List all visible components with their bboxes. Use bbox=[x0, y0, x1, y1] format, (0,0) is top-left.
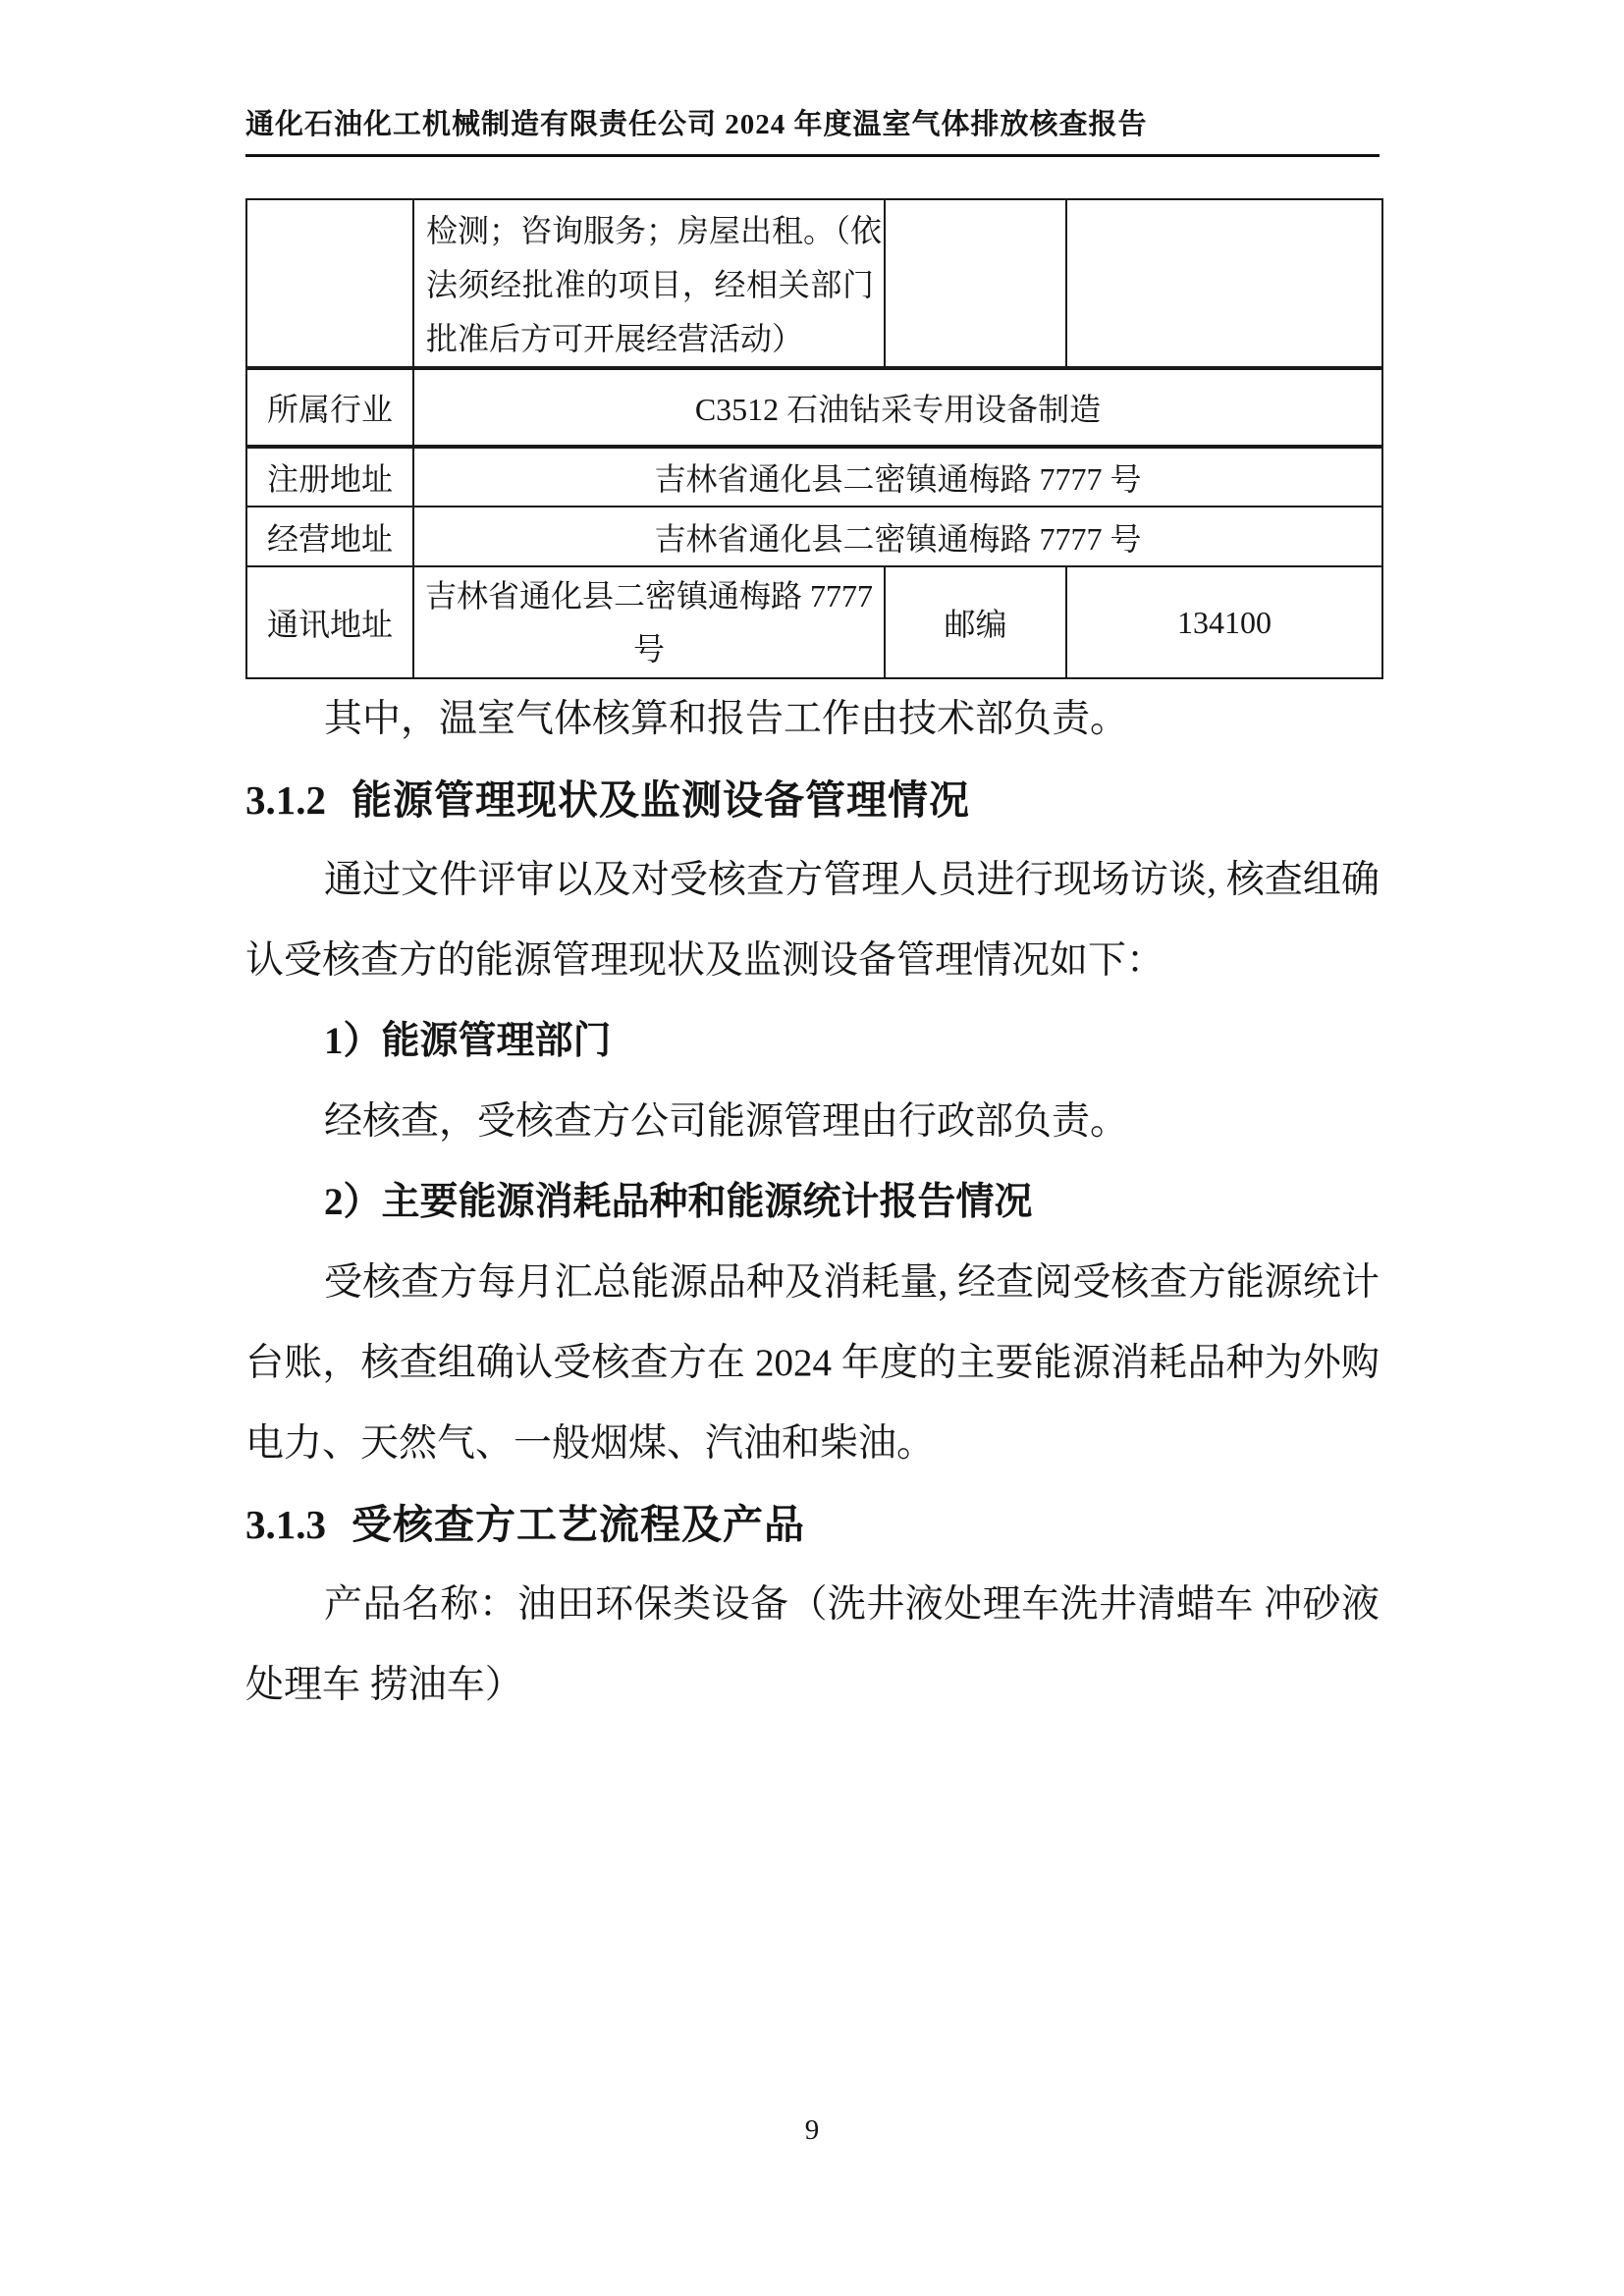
business-scope-line: 法须经批准的项目，经相关部门 bbox=[426, 267, 874, 302]
heading-title: 能源管理现状及监测设备管理情况 bbox=[352, 777, 970, 823]
mailing-address-line: 号 bbox=[632, 631, 665, 667]
subheading-energy-types: 2）主要能源消耗品种和能源统计报告情况 bbox=[324, 1181, 1033, 1223]
business-scope-value-cell bbox=[414, 200, 886, 370]
para-energy-line: 台账，核查组确认受核查方在 2024 年度的主要能源消耗品种为外购 bbox=[245, 1342, 1380, 1384]
mailing-address-label: 通讯地址 bbox=[247, 567, 414, 677]
para-product-line: 产品名称：油田环保类设备（洗井液处理车洗井清蜡车 冲砂液 bbox=[324, 1583, 1380, 1626]
para-312-line: 认受核查方的能源管理现状及监测设备管理情况如下： bbox=[245, 939, 1165, 982]
page-header-title: 通化石油化工机械制造有限责任公司 2024 年度温室气体排放核查报告 bbox=[245, 101, 1380, 157]
mailing-address-value bbox=[414, 567, 886, 677]
empty-cell bbox=[1067, 200, 1381, 370]
para-energy-line: 受核查方每月汇总能源品种及消耗量, 经查阅受核查方能源统计 bbox=[324, 1261, 1380, 1304]
para-responsibility: 其中，温室气体核算和报告工作由技术部负责。 bbox=[324, 698, 1129, 740]
industry-label: 所属行业 bbox=[247, 370, 414, 449]
heading-3-1-2 bbox=[245, 760, 1380, 840]
para-energy-line: 电力、天然气、一般烟煤、汽油和柴油。 bbox=[245, 1422, 936, 1465]
subheading-energy-dept: 1）能源管理部门 bbox=[324, 1020, 612, 1062]
heading-title: 受核查方工艺流程及产品 bbox=[352, 1502, 805, 1547]
para-product-line: 处理车 捞油车） bbox=[245, 1664, 523, 1706]
para-energy-dept: 经核查，受核查方公司能源管理由行政部负责。 bbox=[324, 1100, 1129, 1143]
registered-address-value: 吉林省通化县二密镇通梅路 7777 号 bbox=[414, 449, 1381, 507]
heading-number: 3.1.2 bbox=[245, 777, 326, 823]
empty-cell bbox=[886, 200, 1067, 370]
mailing-address-line: 吉林省通化县二密镇通梅路 7777 bbox=[424, 578, 873, 614]
heading-number: 3.1.3 bbox=[245, 1502, 326, 1547]
heading-3-1-3 bbox=[245, 1484, 1380, 1565]
business-address-label: 经营地址 bbox=[247, 507, 414, 567]
postcode-label: 邮编 bbox=[886, 567, 1067, 677]
para-312-line: 通过文件评审以及对受核查方管理人员进行现场访谈, 核查组确 bbox=[324, 859, 1380, 901]
business-scope-line: 批准后方可开展经营活动） bbox=[426, 321, 804, 356]
body-text bbox=[245, 679, 1380, 1726]
company-info-table bbox=[245, 198, 1383, 679]
business-address-value: 吉林省通化县二密镇通梅路 7777 号 bbox=[414, 507, 1381, 567]
page-number: 9 bbox=[804, 2114, 820, 2146]
business-scope-label-cell bbox=[247, 200, 414, 370]
business-scope-line: 检测；咨询服务；房屋出租。（依 bbox=[426, 213, 883, 248]
registered-address-label: 注册地址 bbox=[247, 449, 414, 507]
postcode-value: 134100 bbox=[1177, 604, 1272, 640]
industry-value: C3512 石油钻采专用设备制造 bbox=[414, 370, 1381, 449]
